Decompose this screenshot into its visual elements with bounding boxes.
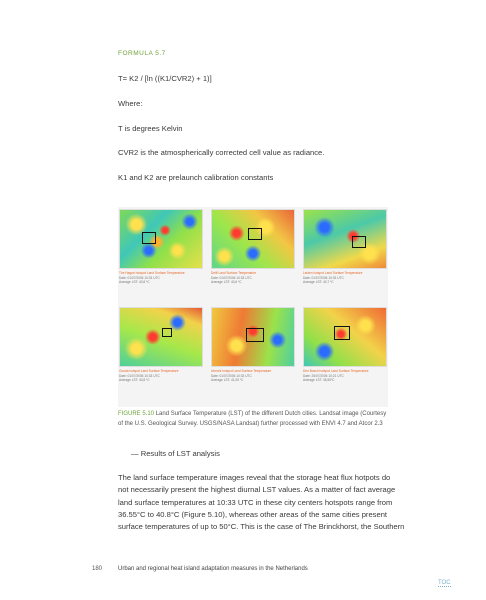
lst-map xyxy=(211,307,295,367)
lst-map xyxy=(119,209,203,269)
hotspot-box xyxy=(352,236,366,248)
panel-average: Average LST: 41,05 ºC xyxy=(211,378,244,383)
footer-title: Urban and regional heat island adaptation measures in the Netherlands xyxy=(118,566,308,572)
panel-date: Date: 01/07/2006 10:33 UTC xyxy=(303,275,344,280)
hotspot-box xyxy=(162,328,172,337)
paragraph-line: 36.55°C to 40.8°C (Figure 5.10), whereas other areas of the same cities present xyxy=(118,509,388,519)
lst-figure xyxy=(118,207,388,407)
paragraph-line: surface temperatures of up to 50°C. This is the case of The Brinckhorst, the Southern xyxy=(118,522,405,532)
panel-caption xyxy=(119,271,203,285)
formula-label: FORMULA 5.7 xyxy=(118,50,166,57)
panel-average: Average LST: 40,7 ºC xyxy=(303,280,334,285)
panel-caption xyxy=(211,271,295,285)
figure-caption-text: Land Surface Temperature (LST) of the different Dutch cities. Landsat image (Courtesy of the U.S. Geological Survey. USGS/NASA Landsat) further processed with ENVI 4.7 and Atcor 2.3 xyxy=(118,411,387,427)
page-number: 180 xyxy=(92,566,103,572)
panel-average: Average LST: 40,8 ºC xyxy=(119,378,150,383)
lst-map xyxy=(119,307,203,367)
panel-title: Den Bosch hotspot Land Surface Temperature xyxy=(303,369,369,373)
where-label: Where: xyxy=(118,99,143,108)
panel-title: Delft Land Surface Temperature xyxy=(211,271,257,275)
panel-title: Gouda hotspot Land Surface Temperature xyxy=(119,369,179,373)
lst-map xyxy=(211,209,295,269)
toc-link[interactable]: TOC xyxy=(438,580,451,586)
panel-title: The Hague hotspot Land Surface Temperature xyxy=(119,271,185,275)
panel-caption xyxy=(119,369,203,383)
panel-caption xyxy=(303,369,387,383)
lst-map xyxy=(303,209,387,269)
panel-average: Average LST: 36,55ºC xyxy=(303,378,335,383)
figure-caption-label: FIGURE 5.10 xyxy=(118,411,155,417)
definition-t: T is degrees Kelvin xyxy=(118,124,183,133)
paragraph-line: land surface temperatures at 10:33 UTC in these city centers hotspots range from xyxy=(118,497,393,507)
panel-average: Average LST: 40,6 ºC xyxy=(211,280,242,285)
panel-date: Date: 01/07/2006 10:33 UTC xyxy=(119,275,160,280)
panel-date: Date: 01/07/2006 10:33 UTC xyxy=(211,275,252,280)
hotspot-box xyxy=(246,328,264,342)
formula: T= K2 / [ln ((K1/CVR2) + 1)] xyxy=(118,74,212,83)
panel-title: Leiden hotspot Land Surface Temperature xyxy=(303,271,363,275)
hotspot-box xyxy=(248,228,262,240)
paragraph-line: not necessarily present the highest diurnal LST values. As a matter of fact average xyxy=(118,485,396,495)
panel-date: Date: 01/07/2006 10:33 UTC xyxy=(211,373,252,378)
panel-average: Average LST: 40,8 ºC xyxy=(119,280,150,285)
paragraph-line: The land surface temperature images reveal that the storage heat flux hotpots do xyxy=(118,473,391,482)
panel-date: Date: 25/07/2006 10:21 UTC xyxy=(303,373,344,378)
hotspot-box xyxy=(142,232,156,244)
body-paragraph xyxy=(118,472,418,533)
panel-caption xyxy=(303,271,387,285)
panel-title: Utrecht hotspot Land Surface Temperature xyxy=(211,369,272,373)
hotspot-box xyxy=(334,326,350,340)
panel-caption xyxy=(211,369,295,383)
panel-date: Date: 01/07/2006 10:33 UTC xyxy=(119,373,160,378)
definition-cvr2: CVR2 is the atmospherically corrected cell value as radiance. xyxy=(118,148,325,157)
lst-map xyxy=(303,307,387,367)
section-subheading: — Results of LST analysis xyxy=(131,449,220,458)
figure-caption xyxy=(118,410,388,429)
definition-k1-k2: K1 and K2 are prelaunch calibration constants xyxy=(118,173,274,182)
